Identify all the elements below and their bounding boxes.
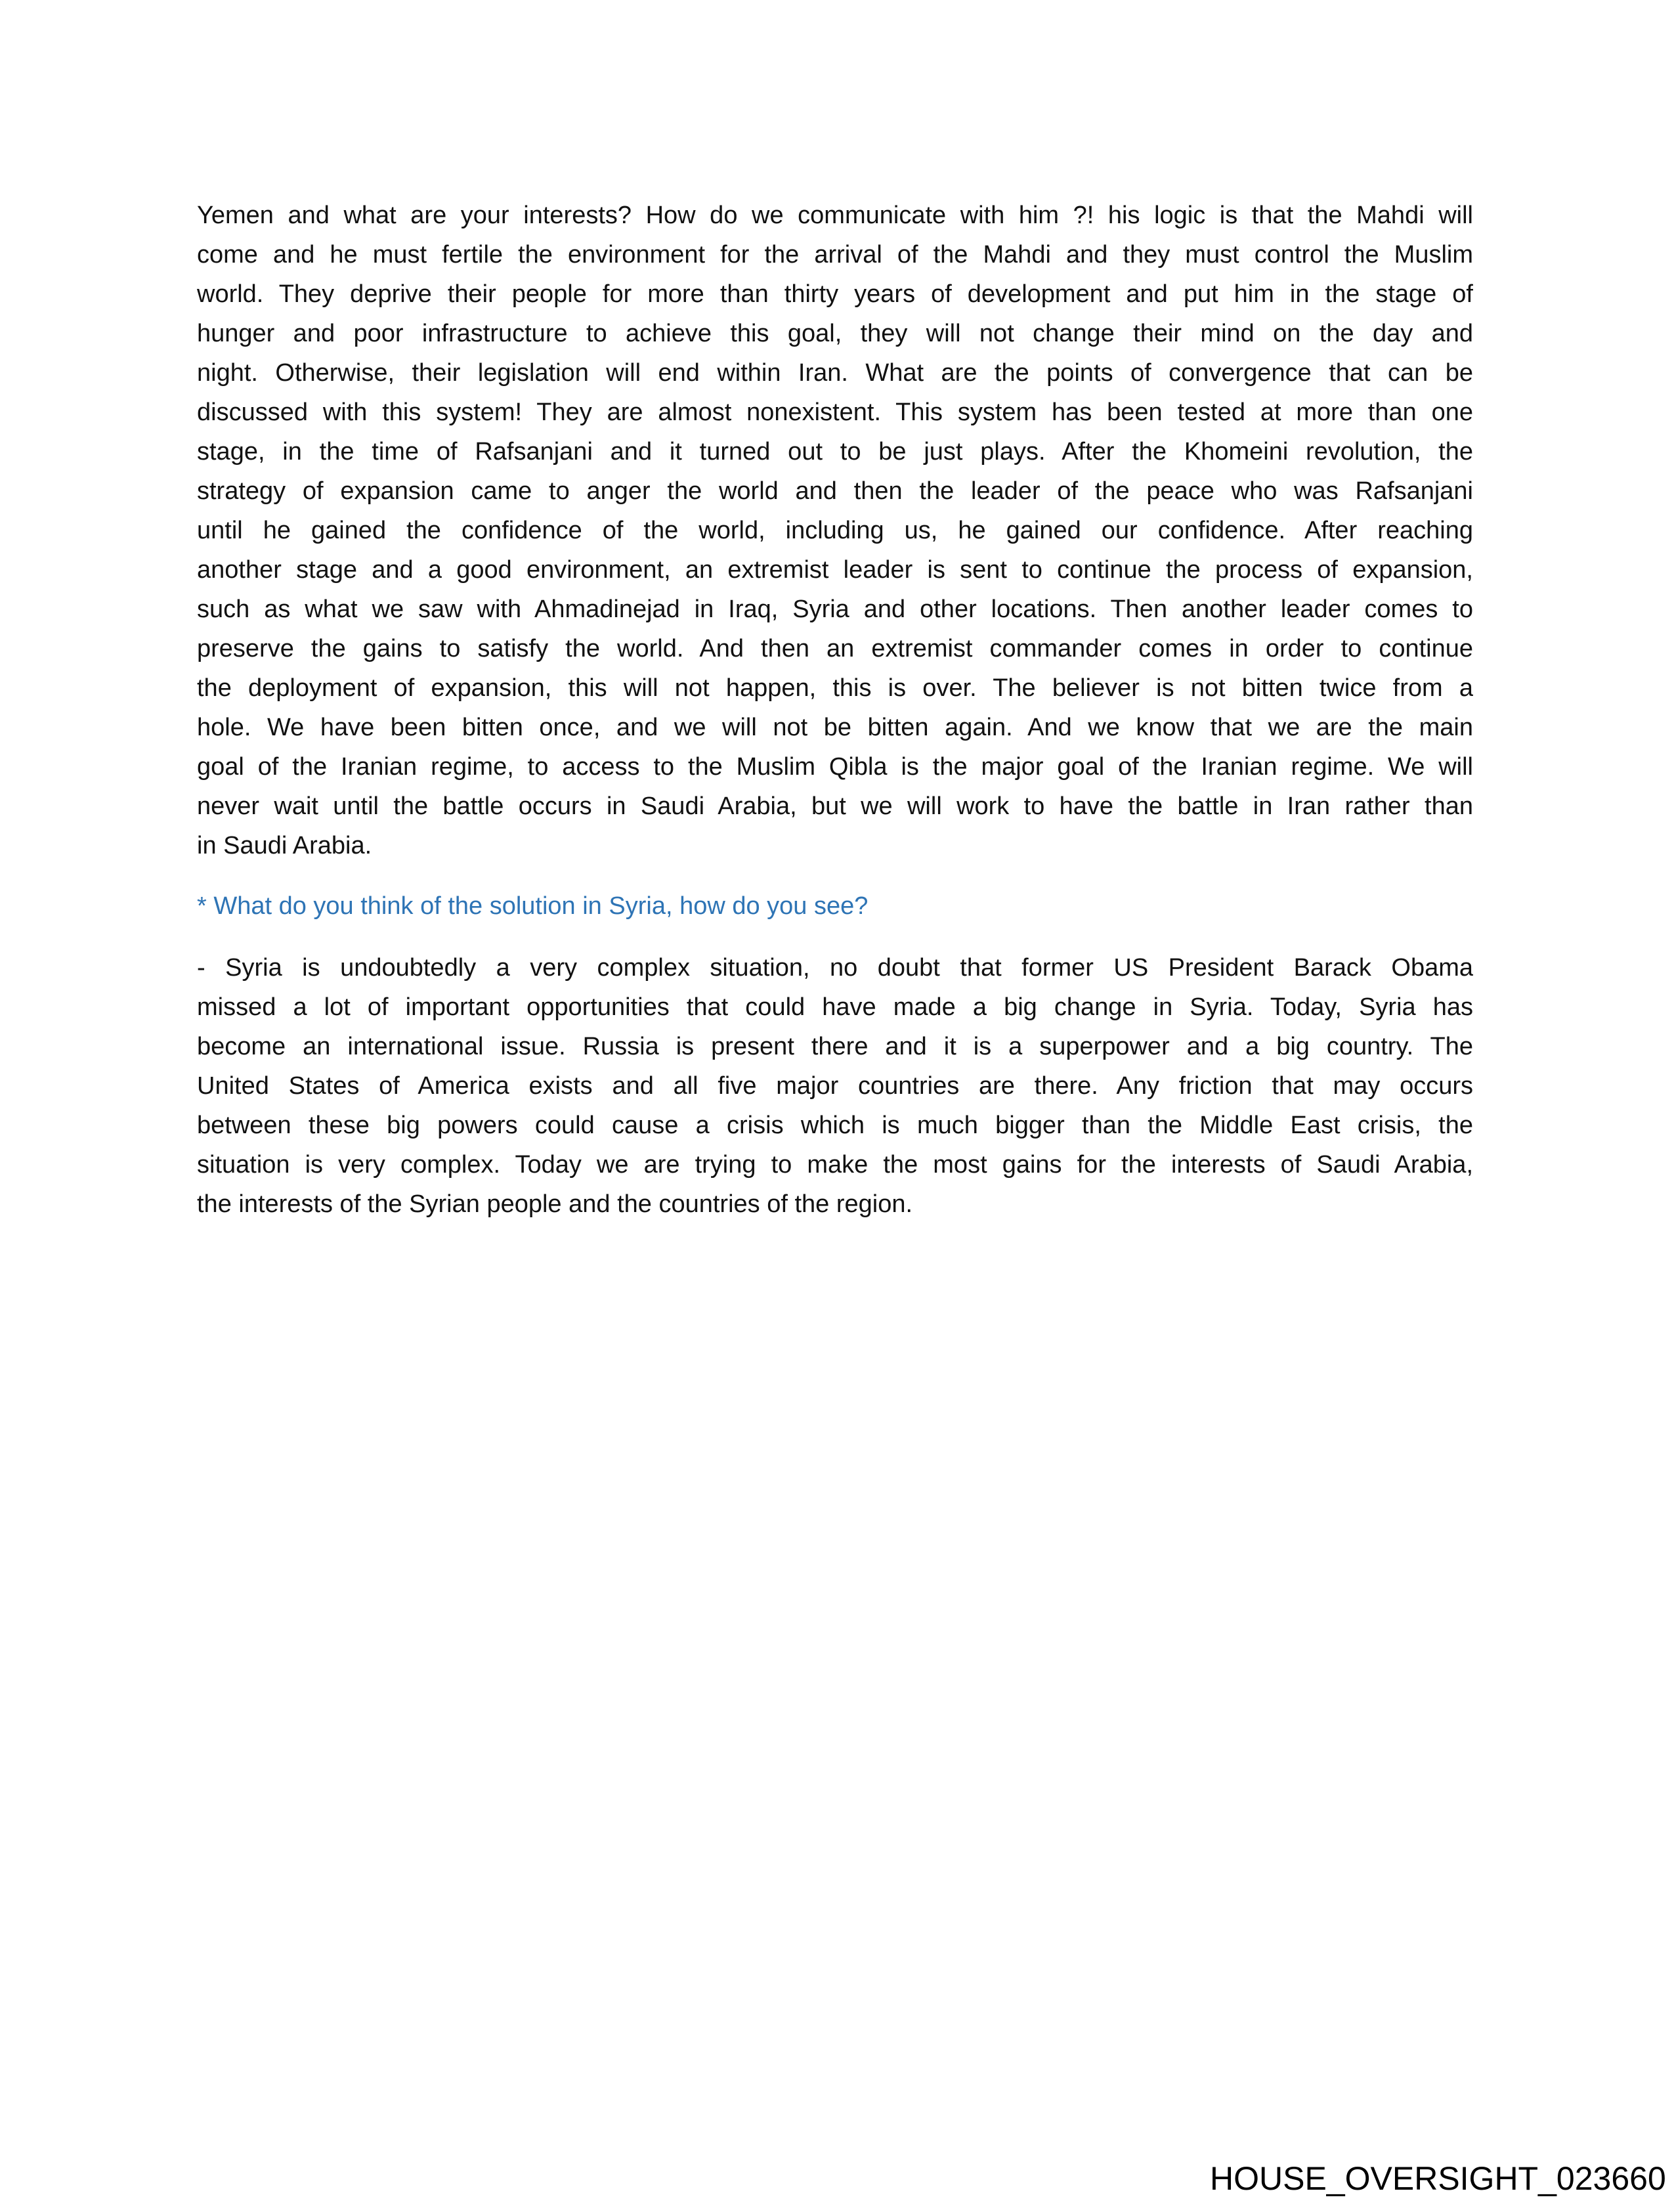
text-line: such as what we saw with Ahmadinejad in Iraq, Syria and other locations. Then another leader comes to — [197, 596, 1473, 623]
text-line: stage, in the time of Rafsanjani and it turned out to be just plays. After the Khomeini revolution, the — [197, 438, 1473, 466]
text-line: goal of the Iranian regime, to access to the Muslim Qibla is the major goal of the Iranian regime. We will — [197, 753, 1473, 781]
text-line: the interests of the Syrian people and the countries of the region. — [197, 1190, 913, 1218]
text-line: another stage and a good environment, an extremist leader is sent to continue the process of expansion, — [197, 556, 1473, 584]
text-line: United States of America exists and all five major countries are there. Any friction that may occurs — [197, 1072, 1473, 1100]
text-line: missed a lot of important opportunities that could have made a big change in Syria. Today, Syria has — [197, 993, 1473, 1021]
interview-question — [197, 886, 1473, 926]
text-line: Yemen and what are your interests? How do we communicate with him ?! his logic is that the Mahdi will — [197, 202, 1473, 229]
text-line: the deployment of expansion, this will not happen, this is over. The believer is not bitten twice from a — [197, 674, 1473, 702]
text-line: night. Otherwise, their legislation will end within Iran. What are the points of convergence that can be — [197, 359, 1473, 387]
text-line: between these big powers could cause a crisis which is much bigger than the Middle East crisis, the — [197, 1112, 1473, 1139]
text-line: hole. We have been bitten once, and we will not be bitten again. And we know that we are the main — [197, 714, 1473, 741]
question-text: * What do you think of the solution in Syria, how do you see? — [197, 892, 869, 920]
text-line: situation is very complex. Today we are trying to make the most gains for the interests of Saudi Arabia, — [197, 1151, 1473, 1179]
text-line: never wait until the battle occurs in Saudi Arabia, but we will work to have the battle in Iran rather than — [197, 792, 1473, 820]
text-line: in Saudi Arabia. — [197, 832, 372, 859]
text-line: world. They deprive their people for more than thirty years of development and put him in the stage of — [197, 280, 1473, 308]
text-line: hunger and poor infrastructure to achieve this goal, they will not change their mind on the day and — [197, 320, 1473, 347]
text-line: become an international issue. Russia is present there and it is a superpower and a big country. The — [197, 1033, 1473, 1060]
text-line: - Syria is undoubtedly a very complex situation, no doubt that former US President Barack Obama — [197, 954, 1473, 982]
bates-number-footer: HOUSE_OVERSIGHT_023660 — [1210, 2160, 1666, 2197]
text-line: come and he must fertile the environment for the arrival of the Mahdi and they must control the Muslim — [197, 241, 1473, 269]
text-line: preserve the gains to satisfy the world. And then an extremist commander comes in order to continue — [197, 635, 1473, 662]
text-line: discussed with this system! They are almost nonexistent. This system has been tested at more than one — [197, 399, 1473, 426]
body-paragraph-1 — [197, 196, 1473, 865]
text-line: until he gained the confidence of the world, including us, he gained our confidence. After reaching — [197, 517, 1473, 544]
body-paragraph-2 — [197, 948, 1473, 1224]
text-line: strategy of expansion came to anger the world and then the leader of the peace who was Rafsanjani — [197, 477, 1473, 505]
